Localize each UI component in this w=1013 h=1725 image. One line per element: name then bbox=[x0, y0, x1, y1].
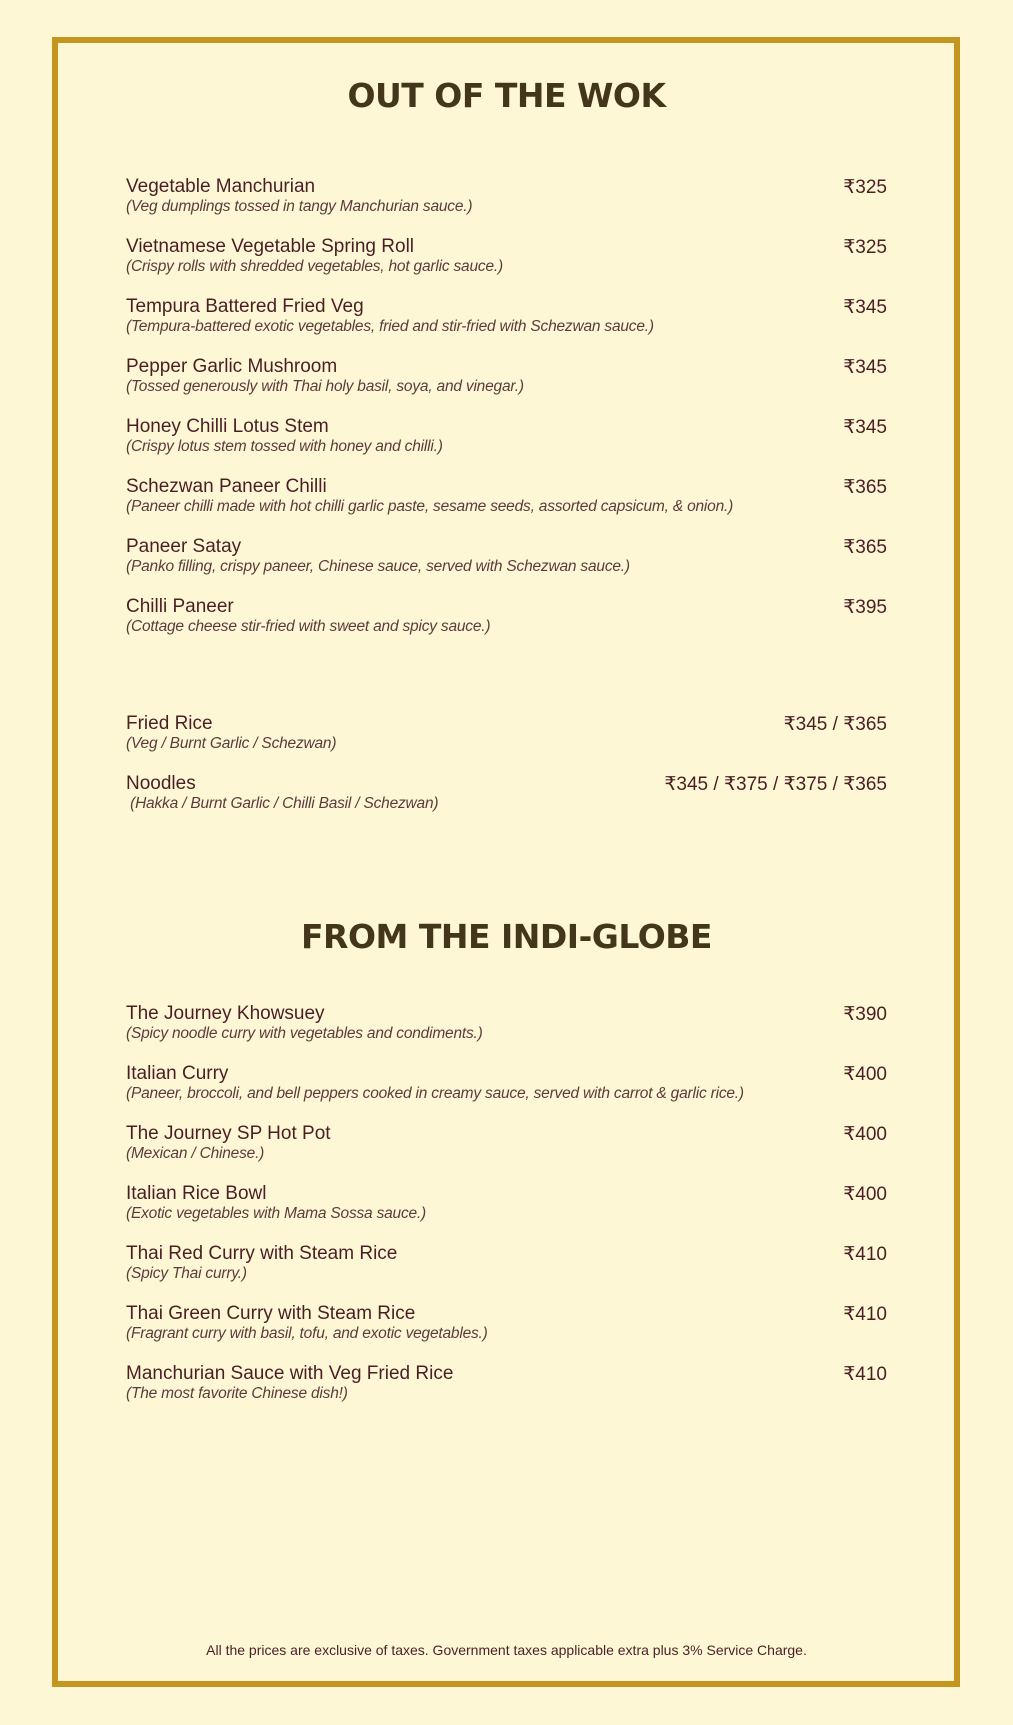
item-name: Vietnamese Vegetable Spring Roll bbox=[126, 236, 415, 257]
item-description: (Panko filling, crispy paneer, Chinese sauce, served with Schezwan sauce.) bbox=[126, 558, 630, 575]
item-description: (Fragrant curry with basil, tofu, and exotic vegetables.) bbox=[126, 1325, 488, 1342]
item-name: Noodles bbox=[126, 773, 196, 794]
menu-item bbox=[126, 1183, 887, 1233]
item-description: (Spicy noodle curry with vegetables and condiments.) bbox=[126, 1025, 483, 1042]
item-description: (Crispy rolls with shredded vegetables, hot garlic sauce.) bbox=[126, 258, 503, 275]
item-name: Fried Rice bbox=[126, 713, 213, 734]
item-description: (Paneer, broccoli, and bell peppers cooked in creamy sauce, served with carrot & garlic rice.) bbox=[126, 1085, 744, 1102]
item-name: Vegetable Manchurian bbox=[126, 176, 316, 197]
item-description: (Veg dumplings tossed in tangy Manchurian sauce.) bbox=[126, 198, 473, 215]
item-price: ₹400 bbox=[843, 1124, 887, 1145]
item-description: (Spicy Thai curry.) bbox=[126, 1265, 247, 1282]
item-price: ₹365 bbox=[843, 537, 887, 558]
menu-item bbox=[126, 536, 887, 586]
item-name: Tempura Battered Fried Veg bbox=[126, 296, 364, 317]
menu-item bbox=[126, 1063, 887, 1113]
item-price: ₹410 bbox=[843, 1364, 887, 1385]
item-price: ₹390 bbox=[843, 1004, 887, 1025]
item-description: (The most favorite Chinese dish!) bbox=[126, 1385, 348, 1402]
item-description: (Crispy lotus stem tossed with honey and chilli.) bbox=[126, 438, 443, 455]
menu-item-fried-rice bbox=[126, 713, 887, 763]
item-price: ₹345 bbox=[843, 297, 887, 318]
menu-item bbox=[126, 1243, 887, 1293]
menu-item bbox=[126, 1003, 887, 1053]
item-name: Manchurian Sauce with Veg Fried Rice bbox=[126, 1363, 454, 1384]
item-price: ₹410 bbox=[843, 1304, 887, 1325]
item-description: (Hakka / Burnt Garlic / Chilli Basil / Schezwan) bbox=[126, 795, 439, 812]
item-name: Italian Rice Bowl bbox=[126, 1183, 267, 1204]
item-name: Thai Green Curry with Steam Rice bbox=[126, 1303, 416, 1324]
item-price: ₹345 bbox=[843, 357, 887, 378]
item-name: Chilli Paneer bbox=[126, 596, 234, 617]
section-title-from-the-indi-globe: FROM THE INDI-GLOBE bbox=[301, 917, 712, 956]
menu-item bbox=[126, 1303, 887, 1353]
tax-disclaimer: All the prices are exclusive of taxes. Government taxes applicable extra plus 3% Service Charge. bbox=[206, 1642, 807, 1658]
item-description: (Tempura-battered exotic vegetables, fried and stir-fried with Schezwan sauce.) bbox=[126, 318, 654, 335]
item-description: (Paneer chilli made with hot chilli garlic paste, sesame seeds, assorted capsicum, & onion.) bbox=[126, 498, 734, 515]
item-price: ₹365 bbox=[843, 477, 887, 498]
item-description: (Mexican / Chinese.) bbox=[126, 1145, 265, 1162]
item-description: (Exotic vegetables with Mama Sossa sauce.) bbox=[126, 1205, 427, 1222]
menu-item bbox=[126, 356, 887, 406]
item-name: The Journey SP Hot Pot bbox=[126, 1123, 331, 1144]
menu-item-noodles bbox=[126, 773, 887, 823]
menu-item bbox=[126, 416, 887, 466]
menu-item bbox=[126, 296, 887, 346]
item-price: ₹325 bbox=[843, 237, 887, 258]
menu-item bbox=[126, 476, 887, 526]
menu-item bbox=[126, 176, 887, 226]
item-name: Pepper Garlic Mushroom bbox=[126, 356, 338, 377]
menu-item bbox=[126, 1363, 887, 1413]
menu-item bbox=[126, 596, 887, 646]
section-title-out-of-the-wok: OUT OF THE WOK bbox=[347, 76, 666, 115]
item-price: ₹345 / ₹365 bbox=[783, 714, 887, 735]
item-name: Paneer Satay bbox=[126, 536, 242, 557]
item-price: ₹410 bbox=[843, 1244, 887, 1265]
item-name: Italian Curry bbox=[126, 1063, 229, 1084]
item-price: ₹345 / ₹375 / ₹375 / ₹365 bbox=[664, 774, 887, 795]
item-price: ₹395 bbox=[843, 597, 887, 618]
item-price: ₹325 bbox=[843, 177, 887, 198]
item-name: Honey Chilli Lotus Stem bbox=[126, 416, 329, 437]
item-price: ₹345 bbox=[843, 417, 887, 438]
item-price: ₹400 bbox=[843, 1184, 887, 1205]
item-description: (Tossed generously with Thai holy basil, soya, and vinegar.) bbox=[126, 378, 524, 395]
item-price: ₹400 bbox=[843, 1064, 887, 1085]
menu-item bbox=[126, 236, 887, 286]
item-name: Thai Red Curry with Steam Rice bbox=[126, 1243, 398, 1264]
item-name: The Journey Khowsuey bbox=[126, 1003, 325, 1024]
item-description: (Cottage cheese stir-fried with sweet and spicy sauce.) bbox=[126, 618, 491, 635]
item-description: (Veg / Burnt Garlic / Schezwan) bbox=[126, 735, 337, 752]
item-name: Schezwan Paneer Chilli bbox=[126, 476, 327, 497]
menu-item bbox=[126, 1123, 887, 1173]
